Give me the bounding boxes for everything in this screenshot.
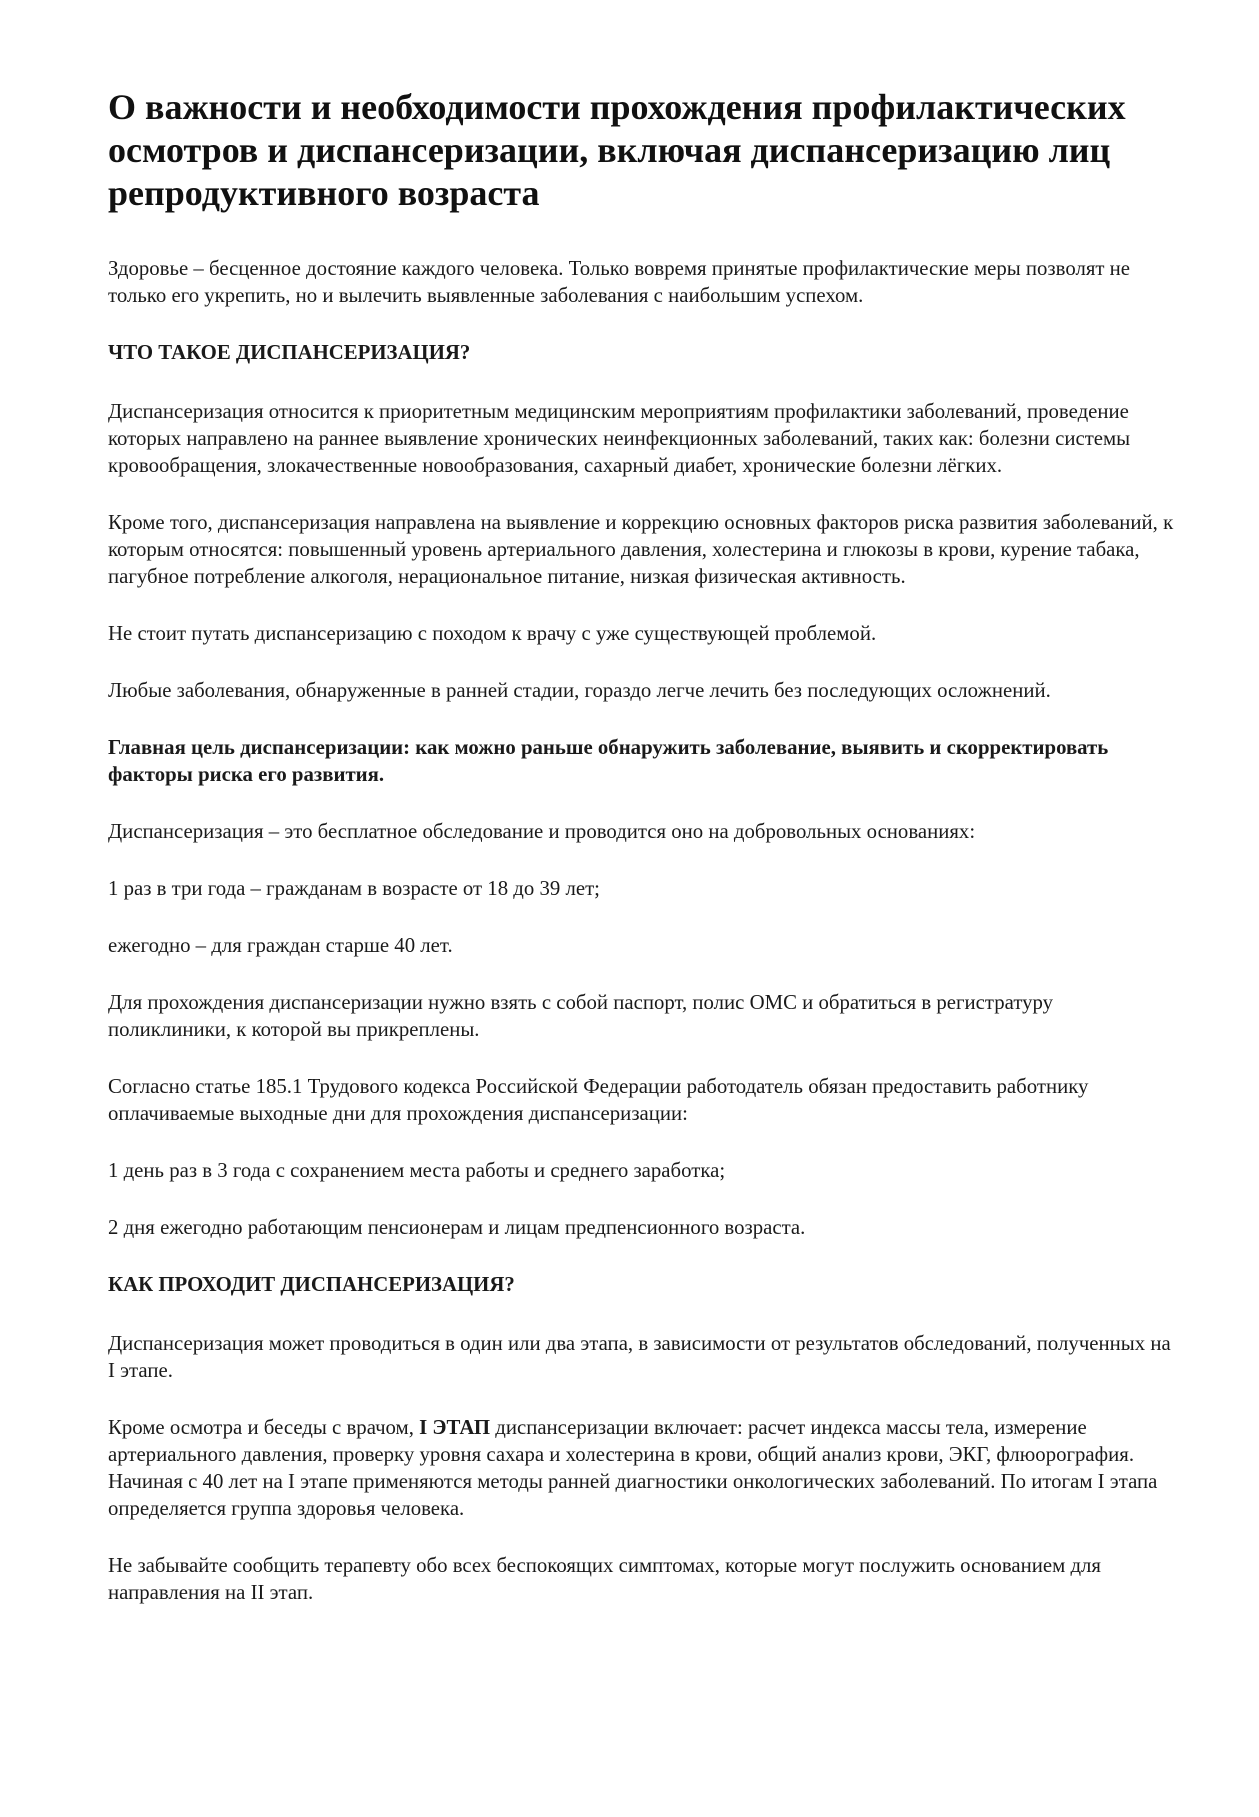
stage-one-suffix: диспансеризации включает: расчет индекса массы тела, измерение артериального давления, проверку уровня сахара и холестерина в крови, общий анализ крови, ЭКГ, флюорография. Начиная с 40 лет на I этапе применяются методы ранней диагностики онкологических заболеваний. По итогам I этапа определяется группа здоровья человека.	[108, 1416, 1158, 1520]
paragraph-every-three-years: 1 раз в три года – гражданам в возрасте от 18 до 39 лет;	[108, 877, 600, 900]
paragraph-report-symptoms: Не забывайте сообщить терапевту обо всех беспокоящих симптомах, которые могут послужить основанием для направления на II этап.	[108, 1554, 1101, 1604]
paragraph-labor-code: Согласно статье 185.1 Трудового кодекса Российской Федерации работодатель обязан предоставить работнику оплачиваемые выходные дни для прохождения диспансеризации:	[108, 1075, 1089, 1125]
paragraph-not-confuse: Не стоит путать диспансеризацию с походом к врачу с уже существующей проблемой.	[108, 622, 877, 645]
stage-one-label: I ЭТАП	[419, 1416, 491, 1439]
paragraph-definition: Диспансеризация относится к приоритетным медицинским мероприятиям профилактики заболеваний, проведение которых направлено на раннее выявление хронических неинфекционных заболеваний, таких как: болезни системы кровообращения, злокачественные новообразования, сахарный диабет, хронические болезни лёгких.	[108, 400, 1131, 477]
document-title: О важности и необходимости прохождения профилактических осмотров и диспансеризации, включая диспансеризацию лиц репродуктивного возраста	[108, 87, 1126, 213]
paragraph-one-day: 1 день раз в 3 года с сохранением места работы и среднего заработка;	[108, 1159, 726, 1182]
paragraph-annually: ежегодно – для граждан старше 40 лет.	[108, 934, 453, 957]
paragraph-main-goal: Главная цель диспансеризации: как можно раньше обнаружить заболевание, выявить и скорректировать факторы риска его развития.	[108, 736, 1109, 786]
paragraph-risk-factors: Кроме того, диспансеризация направлена на выявление и коррекцию основных факторов риска развития заболеваний, к которым относятся: повышенный уровень артериального давления, холестерина и глюкозы в крови, курение табака, пагубное потребление алкоголя, нерациональное питание, низкая физическая активность.	[108, 511, 1174, 588]
section-heading-how-it-works: КАК ПРОХОДИТ ДИСПАНСЕРИЗАЦИЯ?	[108, 1273, 515, 1296]
paragraph-early-stage: Любые заболевания, обнаруженные в ранней стадии, гораздо легче лечить без последующих осложнений.	[108, 679, 1051, 702]
stage-one-prefix: Кроме осмотра и беседы с врачом,	[108, 1416, 420, 1439]
section-heading-what-is: ЧТО ТАКОЕ ДИСПАНСЕРИЗАЦИЯ?	[108, 341, 471, 364]
paragraph-stages: Диспансеризация может проводиться в один или два этапа, в зависимости от результатов обследований, полученных на I этапе.	[108, 1332, 1171, 1382]
document-page	[108, 86, 1178, 1636]
intro-paragraph: Здоровье – бесценное достояние каждого человека. Только вовремя принятые профилактические меры позволят не только его укрепить, но и вылечить выявленные заболевания с наибольшим успехом.	[108, 257, 1131, 307]
paragraph-stage-one	[108, 1414, 1178, 1522]
paragraph-free-exam: Диспансеризация – это бесплатное обследование и проводится оно на добровольных основаниях:	[108, 820, 976, 843]
paragraph-two-days: 2 дня ежегодно работающим пенсионерам и лицам предпенсионного возраста.	[108, 1216, 806, 1239]
paragraph-documents: Для прохождения диспансеризации нужно взять с собой паспорт, полис ОМС и обратиться в регистратуру поликлиники, к которой вы прикреплены.	[108, 991, 1054, 1041]
